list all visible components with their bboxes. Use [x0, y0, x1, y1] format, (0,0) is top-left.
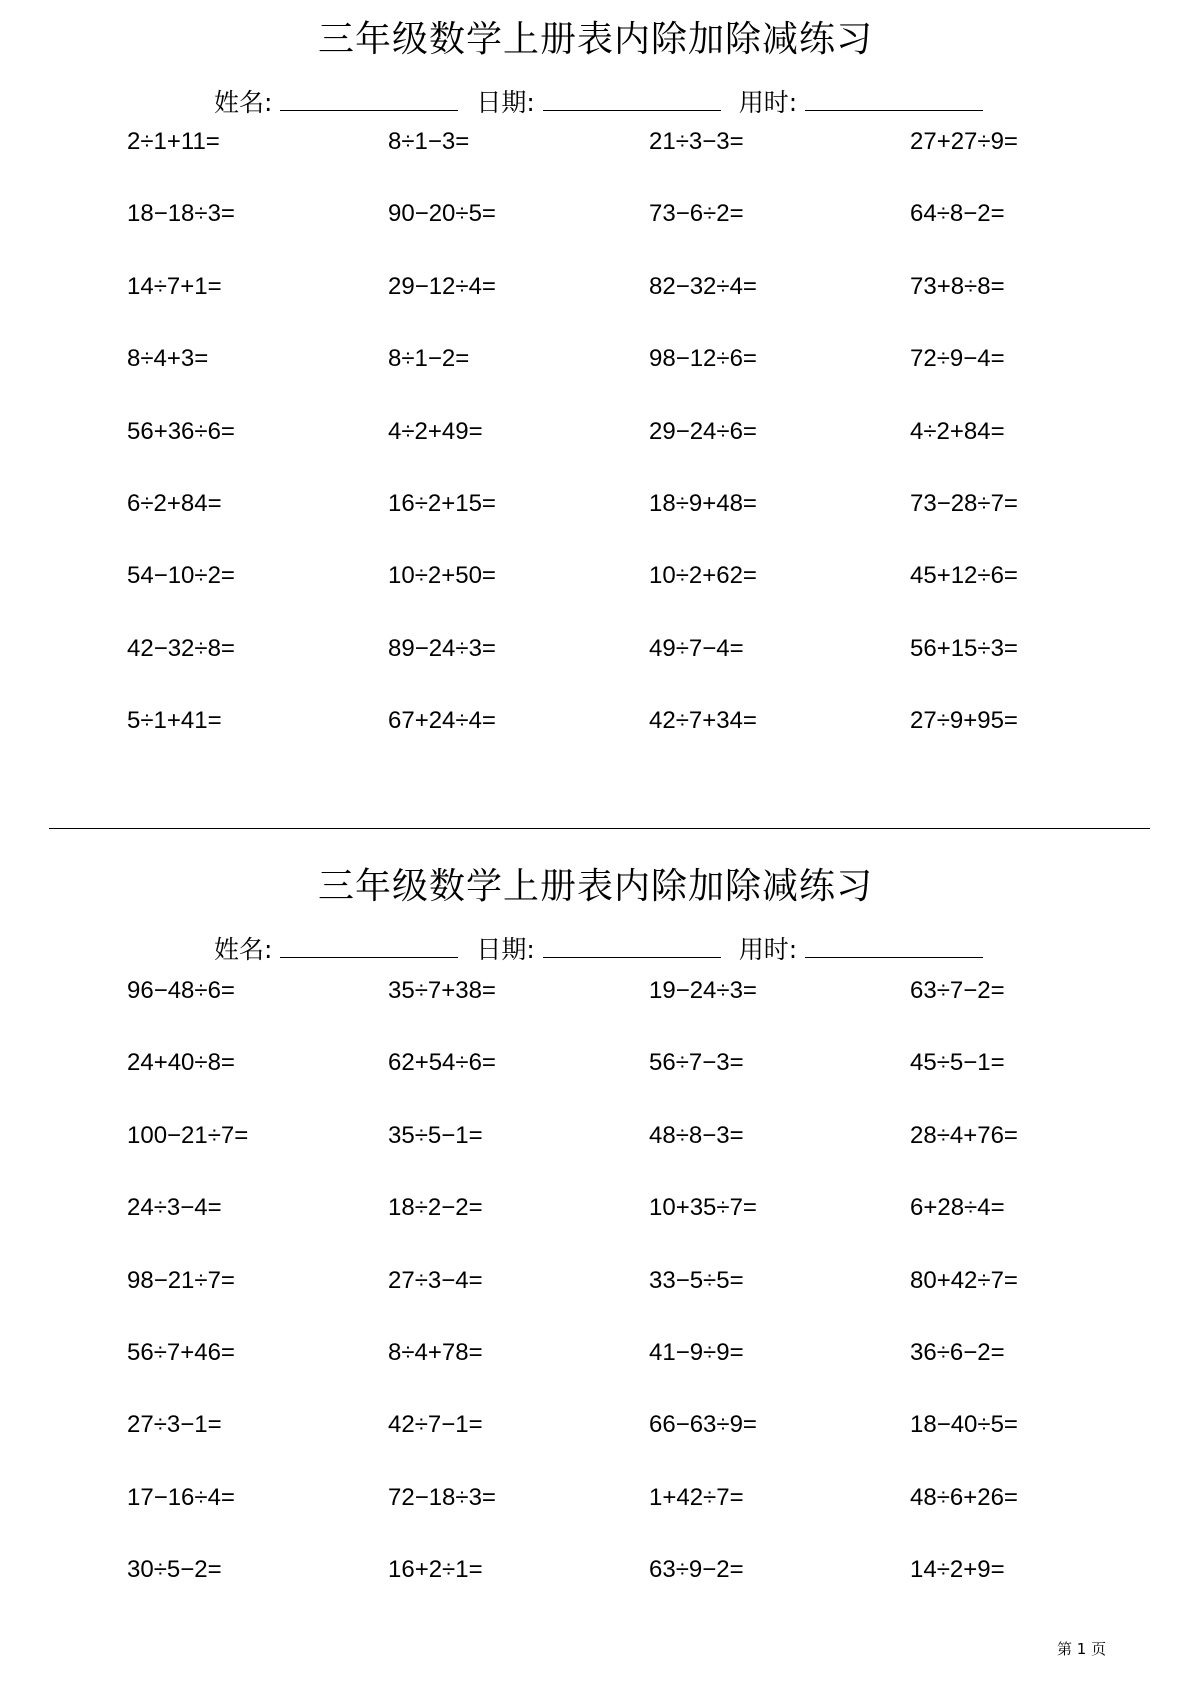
name-label: 姓名:	[214, 88, 273, 117]
student-info-line	[214, 84, 993, 121]
worksheet-title: 三年级数学上册表内除加除减练习	[317, 19, 873, 60]
math-problem: 98−12÷6=	[649, 345, 757, 373]
name-blank[interactable]	[280, 931, 458, 958]
math-problem: 14÷2+9=	[910, 1556, 1005, 1584]
math-problem: 5÷1+41=	[127, 707, 222, 735]
math-problem: 41−9÷9=	[649, 1339, 744, 1366]
math-problem: 8÷4+3=	[127, 345, 209, 373]
name-blank[interactable]	[280, 84, 458, 111]
math-problem: 18−40÷5=	[910, 1411, 1018, 1439]
math-problem: 42−32÷8=	[127, 634, 235, 662]
math-problem: 48÷8−3=	[649, 1121, 744, 1149]
math-problem: 49÷7−4=	[649, 634, 744, 662]
math-problem: 4÷2+84=	[910, 417, 1005, 445]
math-problem: 98−21÷7=	[127, 1266, 235, 1294]
math-problem: 17−16÷4=	[127, 1483, 235, 1511]
math-problem: 10+35÷7=	[649, 1194, 757, 1222]
math-problem: 100−21÷7=	[127, 1121, 249, 1149]
time-blank[interactable]	[805, 931, 983, 958]
math-problem: 67+24÷4=	[388, 707, 496, 735]
worksheet-2	[0, 847, 1191, 1627]
math-problem: 10÷2+62=	[649, 562, 757, 590]
name-label: 姓名:	[214, 935, 273, 964]
math-problem: 27+27÷9=	[910, 128, 1018, 155]
date-label: 日期:	[476, 88, 535, 117]
math-problem: 45÷5−1=	[910, 1049, 1005, 1077]
math-problem: 16÷2+15=	[388, 490, 496, 517]
math-problem: 73−28÷7=	[910, 490, 1018, 517]
math-problem: 73+8÷8=	[910, 272, 1005, 300]
math-problem: 10÷2+50=	[388, 562, 496, 590]
math-problem: 1+42÷7=	[649, 1483, 744, 1511]
math-problem: 56+15÷3=	[910, 634, 1018, 662]
math-problem: 42÷7+34=	[649, 707, 757, 735]
math-problem: 80+42÷7=	[910, 1266, 1018, 1294]
math-problem: 18÷2−2=	[388, 1194, 483, 1222]
math-problem: 18−18÷3=	[127, 200, 235, 228]
math-problem: 82−32÷4=	[649, 272, 757, 300]
math-problem: 48÷6+26=	[910, 1483, 1018, 1511]
math-problem: 66−63÷9=	[649, 1411, 757, 1439]
math-problem: 45+12÷6=	[910, 562, 1018, 590]
worksheet-1	[0, 0, 1191, 780]
page-number: 第 1 页	[1057, 1640, 1107, 1658]
math-problem: 33−5÷5=	[649, 1266, 744, 1294]
math-problem: 14÷7+1=	[127, 272, 222, 300]
math-problem: 36÷6−2=	[910, 1339, 1005, 1366]
math-problem: 18÷9+48=	[649, 490, 757, 517]
math-problem: 35÷7+38=	[388, 977, 496, 1004]
student-info-line	[214, 931, 993, 968]
math-problem: 6÷2+84=	[127, 490, 222, 517]
math-problem: 27÷3−4=	[388, 1266, 483, 1294]
math-problem: 56÷7+46=	[127, 1339, 235, 1366]
math-problem: 62+54÷6=	[388, 1049, 496, 1077]
math-problem: 30÷5−2=	[127, 1556, 222, 1584]
time-blank[interactable]	[805, 84, 983, 111]
math-problem: 8÷1−2=	[388, 345, 470, 373]
math-problem: 24+40÷8=	[127, 1049, 235, 1077]
math-problem: 63÷7−2=	[910, 977, 1005, 1004]
section-divider	[49, 828, 1150, 829]
math-problem: 19−24÷3=	[649, 977, 757, 1004]
math-problem: 56÷7−3=	[649, 1049, 744, 1077]
math-problem: 8÷4+78=	[388, 1339, 483, 1366]
math-problem: 6+28÷4=	[910, 1194, 1005, 1222]
math-problem: 16+2÷1=	[388, 1556, 483, 1584]
math-problem: 28÷4+76=	[910, 1121, 1018, 1149]
math-problem: 73−6÷2=	[649, 200, 744, 228]
worksheet-title: 三年级数学上册表内除加除减练习	[317, 866, 873, 907]
math-problem: 96−48÷6=	[127, 977, 235, 1004]
date-blank[interactable]	[543, 84, 721, 111]
time-label: 用时:	[738, 88, 798, 117]
math-problem: 29−12÷4=	[388, 272, 496, 300]
math-problem: 8÷1−3=	[388, 128, 470, 155]
math-problem: 27÷9+95=	[910, 707, 1018, 735]
math-problem: 56+36÷6=	[127, 417, 235, 445]
math-problem: 21÷3−3=	[649, 128, 744, 155]
math-problem: 4÷2+49=	[388, 417, 483, 445]
math-problem: 24÷3−4=	[127, 1194, 222, 1222]
math-problem: 42÷7−1=	[388, 1411, 483, 1439]
math-problem: 63÷9−2=	[649, 1556, 744, 1584]
math-problem: 54−10÷2=	[127, 562, 235, 590]
math-problem: 35÷5−1=	[388, 1121, 483, 1149]
date-label: 日期:	[476, 935, 535, 964]
date-blank[interactable]	[543, 931, 721, 958]
time-label: 用时:	[738, 935, 798, 964]
math-problem: 89−24÷3=	[388, 634, 496, 662]
math-problem: 29−24÷6=	[649, 417, 757, 445]
math-problem: 72−18÷3=	[388, 1483, 496, 1511]
math-problem: 72÷9−4=	[910, 345, 1005, 373]
math-problem: 27÷3−1=	[127, 1411, 222, 1439]
math-problem: 2÷1+11=	[127, 128, 220, 155]
math-problem: 64÷8−2=	[910, 200, 1005, 228]
math-problem: 90−20÷5=	[388, 200, 496, 228]
